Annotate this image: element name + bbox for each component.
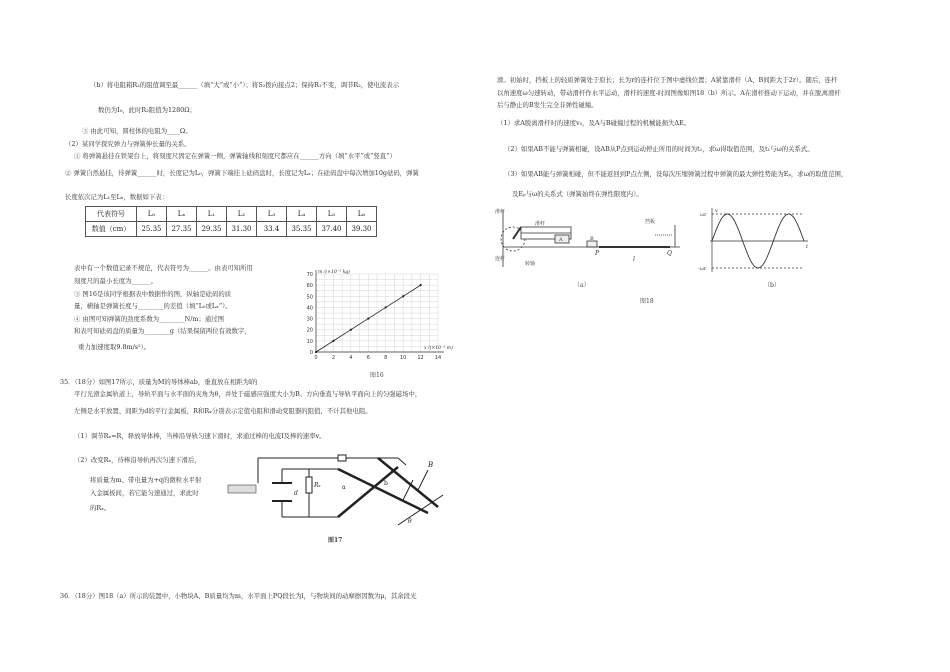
x-tick-label: 0 (314, 355, 318, 361)
fig18b-y-top: ωr (700, 212, 707, 218)
svg-text:B: B (428, 461, 434, 469)
right-line7: 及Eₚ与ω的关系式（弹簧始终在弹性限度内）。 (512, 190, 643, 198)
svg-text:b: b (384, 480, 388, 487)
table-cell: L₃ (257, 207, 287, 222)
figure-18b-velocity-graph (698, 206, 814, 276)
fig18a-label: P (595, 250, 600, 257)
q2-1-line: ① 将弹簧悬挂在铁架台上，将刻度尺固定在弹簧一侧，弹簧轴线和刻度尺都应在______方向（填“水平”或“竖直”） (74, 152, 396, 160)
table-cell: 27.35 (167, 222, 197, 237)
fig18a-label: 滑杆 (495, 209, 506, 215)
table-cell: 31.30 (227, 222, 257, 237)
q35-line4: （1）调节Rₓ=R，释放导体棒，当棒沿导轨匀速下滑时，求通过棒的电流I及棒的速率v。 (74, 432, 326, 440)
fig18a-label: l (633, 256, 635, 263)
table-cell: 数值（cm） (86, 222, 137, 237)
svg-text:a: a (342, 484, 346, 491)
y-tick-label: 60 (306, 283, 313, 290)
data-point (367, 317, 369, 319)
table-row (86, 222, 377, 237)
q35-line3: 左侧是水平放置、间距为d的平行金属板，R和Rₓ分别表示定值电阻和滑动变阻器的阻值，不计其他电阻。 (74, 407, 372, 415)
qc-line3: 重力加速度取9.8m/s²）。 (78, 343, 151, 351)
table-header-row (86, 207, 377, 222)
fig18a-label: Q (667, 250, 672, 257)
y-tick-label: 40 (306, 305, 313, 312)
data-point (332, 340, 334, 342)
data-table (85, 206, 377, 237)
table-cell: 29.35 (197, 222, 227, 237)
q35-line1: 35．（18分）如图17所示，质量为M的导体棒ab，垂直放在相距为l的 (60, 378, 258, 386)
x-tick-label: 14 (434, 355, 442, 361)
fig18a-label: 转轴 (525, 261, 536, 267)
figure-18-caption: 图18 (640, 298, 654, 305)
right-line5: （2）如果AB不能与弹簧相碰，设AB从P点到运动停止所用的时间为t₁，求ω得取值范围，及t₁与ω的关系式。 (504, 145, 814, 153)
fig18a-label: 挡板 (645, 219, 656, 225)
table-cell: 25.35 (137, 222, 167, 237)
fig18b-axis-t: t (806, 244, 809, 250)
table-cell: L₅ (317, 207, 347, 222)
table-cell: 33.4 (257, 222, 287, 237)
y-axis-label: m /(×10⁻³ kg) (318, 270, 351, 275)
x-tick-label: 10 (399, 355, 407, 361)
right-line2: 以角速度ω匀速转动，带动滑杆作水平运动，滑杆的速度-时间图像如图18（b）所示。A在滑杆推动下运动，并在脱离滑杆 (497, 89, 841, 97)
data-point (350, 329, 352, 331)
right-line4: （1）求A脱离滑杆时的速度v₀，及A与B碰撞过程的机械能损失ΔE。 (497, 119, 691, 127)
figure-18a-diagram (495, 205, 695, 275)
x-tick-label: 6 (366, 355, 370, 361)
table-cell: Lₓ (167, 207, 197, 222)
q35-line6: 将质量为m、带电量为+q的微粒水平射 (90, 476, 202, 484)
q2-3-line: 长度依次记为L₁至L₆，数据如下表： (65, 193, 169, 201)
q2-2-line: ② 弹簧自然悬挂，待弹簧______时，长度记为L₀，弹簧下端挂上砝码盘时，长度记为Lₓ；在砝码盘中每次增加10g砝码，弹簧 (65, 169, 419, 177)
figure-18a-caption: （a） (574, 282, 590, 289)
figure-17-caption: 图17 (328, 537, 343, 544)
table-cell: L₀ (137, 207, 167, 222)
table-cell: 37.40 (317, 222, 347, 237)
q2-title: （2）某同学探究弹力与弹簧伸长量的关系。 (65, 140, 191, 148)
table-cell: L₂ (227, 207, 257, 222)
q35-line2: 平行光滑金属轨道上，导轨平面与水平面的夹角为θ，并处于磁感应强度大小为B、方向垂直与导轨平面向上的匀强磁场中， (74, 390, 422, 398)
svg-text:d: d (294, 490, 298, 497)
data-point (315, 351, 317, 353)
x-axis-label: x /(×10⁻² m) (424, 346, 453, 351)
figure-16-caption: 图16 (370, 372, 384, 379)
x-tick-label: 12 (417, 355, 424, 361)
right-line3: 后与静止的B发生完全非弹性碰撞。 (497, 101, 598, 109)
svg-text:Rₓ: Rₓ (314, 482, 321, 489)
y-tick-label: 70 (306, 272, 313, 278)
fig18a-label: A (559, 237, 563, 243)
x-tick-label: 4 (349, 355, 353, 361)
q35-line8: 的Rₓ。 (90, 504, 111, 512)
data-point (402, 295, 404, 297)
qb-line2: 量，横轴是弹簧长度与________的差值（填“L₀或Lₓ”）。 (74, 302, 232, 310)
fig18a-label: 滑杆 (535, 221, 546, 227)
qc-line1: ④ 由图可知弹簧的劲度系数为________N/m；通过图 (74, 315, 225, 323)
figure-16-chart (298, 268, 458, 368)
y-tick-label: 50 (306, 294, 313, 301)
svg-text:θ: θ (408, 518, 412, 525)
y-tick-label: 20 (306, 327, 313, 334)
figure-18b-caption: （b） (764, 282, 780, 289)
table-cell: L₁ (197, 207, 227, 222)
table-cell: L₆ (347, 207, 377, 222)
right-line1: 滑。初始时，挡板上的轻质弹簧处于原长；长为r的连杆位于图中虚线位置；A紧靠滑杆（A、B间距大于2r）。随后，连杆 (497, 76, 838, 84)
fig18a-label: B (590, 236, 594, 242)
figure-17-diagram (228, 455, 448, 535)
q-b-line2: 数仍为I₀，此时R₂阻值为1280Ω； (98, 106, 196, 114)
right-line6: （3）如果AB能与弹簧相碰，但不能返回到P点左侧，设每次压缩弹簧过程中弹簧的最大弹性势能为Eₚ，求ω的取值范围， (504, 170, 848, 178)
q35-line7: 入金属板间，若它能匀速通过，求此时 (90, 489, 199, 497)
qc-line2: 和表可知砝码盘的质量为________g（结果保留两位有效数字， (74, 327, 251, 335)
x-tick-label: 8 (384, 355, 388, 361)
y-tick-label: 0 (309, 350, 313, 356)
table-cell: 代表符号 (86, 207, 137, 222)
table-cell: 39.30 (347, 222, 377, 237)
fig18b-y-bottom: -ωr (698, 266, 707, 272)
data-point (385, 306, 387, 308)
y-tick-label: 10 (306, 338, 313, 345)
qa-line1: 表中有一个数值记录不规范，代表符号为______。由表可知所用 (74, 264, 253, 272)
table-cell: 35.35 (287, 222, 317, 237)
qa-line2: 刻度尺的最小长度为______。 (74, 277, 158, 285)
q3-line: ③ 由此可知，圆柱体的电阻为____Ω。 (82, 127, 192, 135)
q36-line1: 36．（18分）图18（a）所示的装置中，小物块A、B质量均为m，水平面上PQ段长为l，与物块间的动摩擦因数为μ，其余段光 (60, 592, 417, 600)
q-b-line1: （b）将电阻箱R₂的阻值调至最______（填“大”或“小”）；将S₂拨向接点2；保持R₁不变，调节R₂，使电流表示 (90, 81, 400, 89)
data-point (419, 284, 421, 286)
x-tick-label: 2 (331, 355, 336, 361)
table-cell: L₄ (287, 207, 317, 222)
qb-line1: ③ 图16是该同学根据表中数据作的图，纵轴是砝码的质 (74, 290, 232, 298)
fig18b-axis-v: v (715, 208, 718, 214)
q35-line5: （2）改变Rₓ，待棒沿导轨再次匀速下滑后， (74, 456, 201, 464)
fig18a-label: 连杆 (495, 256, 506, 262)
y-tick-label: 30 (306, 316, 313, 323)
